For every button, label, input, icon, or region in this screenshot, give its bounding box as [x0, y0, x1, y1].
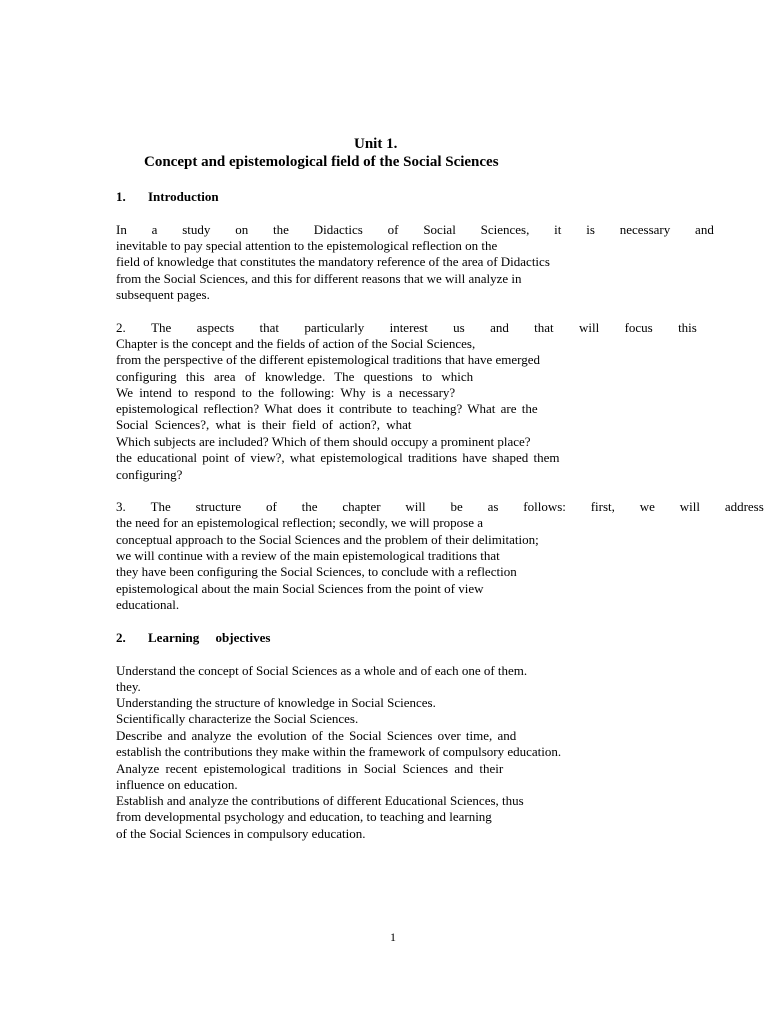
word: 2. [116, 320, 126, 335]
word: focus [624, 320, 653, 335]
word: necessary [619, 222, 671, 237]
paragraph-3-line-1 [116, 499, 764, 515]
word: that [259, 320, 279, 335]
objectives-line-10: from developmental psychology and education, to teaching and learning [116, 809, 492, 824]
word: first, [590, 499, 615, 514]
word: interest [389, 320, 428, 335]
paragraph-3-line-3: conceptual approach to the Social Sciences and the problem of their delimitation; [116, 532, 539, 547]
objectives-line-3: Understanding the structure of knowledge in Social Sciences. [116, 695, 436, 710]
paragraph-2-line-4: configuring this area of knowledge. The questions to which [116, 369, 474, 384]
word: us [453, 320, 465, 335]
word: this [678, 320, 697, 335]
unit-title: Unit 1. [354, 136, 398, 152]
paragraph-2-line-5: We intend to respond to the following: Why is a necessary? [116, 385, 456, 400]
section-1-number: 1. [116, 189, 126, 204]
word: will [579, 320, 600, 335]
section-1-heading: Introduction [148, 189, 219, 204]
word: particularly [304, 320, 365, 335]
paragraph-1-line-5: subsequent pages. [116, 287, 210, 302]
objectives-line-5: Describe and analyze the evolution of the Social Sciences over time, and [116, 728, 517, 743]
word: is [586, 222, 595, 237]
word: Sciences, [480, 222, 530, 237]
word: Didactics [313, 222, 363, 237]
word: chapter [342, 499, 381, 514]
word: be [450, 499, 463, 514]
word: 3. [116, 499, 126, 514]
paragraph-2-line-2: Chapter is the concept and the fields of action of the Social Sciences, [116, 336, 476, 351]
paragraph-1-line-3: field of knowledge that constitutes the mandatory reference of the area of Didactics [116, 254, 550, 269]
paragraph-3-line-4: we will continue with a review of the main epistemological traditions that [116, 548, 500, 563]
word: a [151, 222, 158, 237]
word: Social [423, 222, 456, 237]
word: In [116, 222, 127, 237]
word: The [151, 320, 172, 335]
word: will [679, 499, 700, 514]
objectives-line-9: Establish and analyze the contributions of different Educational Sciences, thus [116, 793, 524, 808]
word: of [387, 222, 399, 237]
objectives-line-4: Scientifically characterize the Social Sciences. [116, 711, 359, 726]
paragraph-3-line-6: epistemological about the main Social Sciences from the point of view [116, 581, 484, 596]
paragraph-2-line-10: configuring? [116, 467, 183, 482]
paragraph-1-line-2: inevitable to pay special attention to the epistemological reflection on the [116, 238, 498, 253]
paragraph-2-line-6: epistemological reflection? What does it contribute to teaching? What are the [116, 401, 538, 416]
word: follows: [523, 499, 566, 514]
objectives-line-2: they. [116, 679, 141, 694]
paragraph-1-line-1 [116, 222, 714, 238]
objectives-line-7: Analyze recent epistemological traditions in Social Sciences and their [116, 761, 504, 776]
paragraph-2-line-3: from the perspective of the different epistemological traditions that have emerged [116, 352, 541, 367]
paragraph-2-line-8: Which subjects are included? Which of them should occupy a prominent place? [116, 434, 531, 449]
page-number: 1 [390, 930, 396, 944]
word: will [405, 499, 426, 514]
word: we [639, 499, 655, 514]
paragraph-3-line-5: they have been configuring the Social Sciences, to conclude with a reflection [116, 564, 517, 579]
word: aspects [196, 320, 235, 335]
paragraph-1-line-4: from the Social Sciences, and this for different reasons that we will analyze in [116, 271, 522, 286]
paragraph-2-line-9: the educational point of view?, what epistemological traditions have shaped them [116, 450, 560, 465]
word: on [235, 222, 249, 237]
section-2-heading: Learning objectives [148, 630, 271, 645]
section-2-number: 2. [116, 630, 126, 645]
objectives-line-1: Understand the concept of Social Sciences as a whole and of each one of them. [116, 663, 528, 678]
paragraph-2-line-7: Social Sciences?, what is their field of action?, what [116, 417, 412, 432]
word: the [301, 499, 318, 514]
paragraph-2-line-1 [116, 320, 697, 336]
word: it [554, 222, 562, 237]
word: of [265, 499, 277, 514]
word: and [490, 320, 509, 335]
paragraph-3-line-2: the need for an epistemological reflection; secondly, we will propose a [116, 515, 484, 530]
word: study [182, 222, 211, 237]
objectives-line-8: influence on education. [116, 777, 238, 792]
word: address [724, 499, 764, 514]
objectives-line-11: of the Social Sciences in compulsory education. [116, 826, 366, 841]
word: that [534, 320, 554, 335]
word: structure [195, 499, 242, 514]
chapter-title: Concept and epistemological field of the Social Sciences [144, 154, 499, 170]
objectives-line-6: establish the contributions they make within the framework of compulsory education. [116, 744, 562, 759]
word: the [273, 222, 289, 237]
paragraph-3-line-7: educational. [116, 597, 180, 612]
word: as [487, 499, 499, 514]
word: The [150, 499, 171, 514]
word: and [695, 222, 714, 237]
